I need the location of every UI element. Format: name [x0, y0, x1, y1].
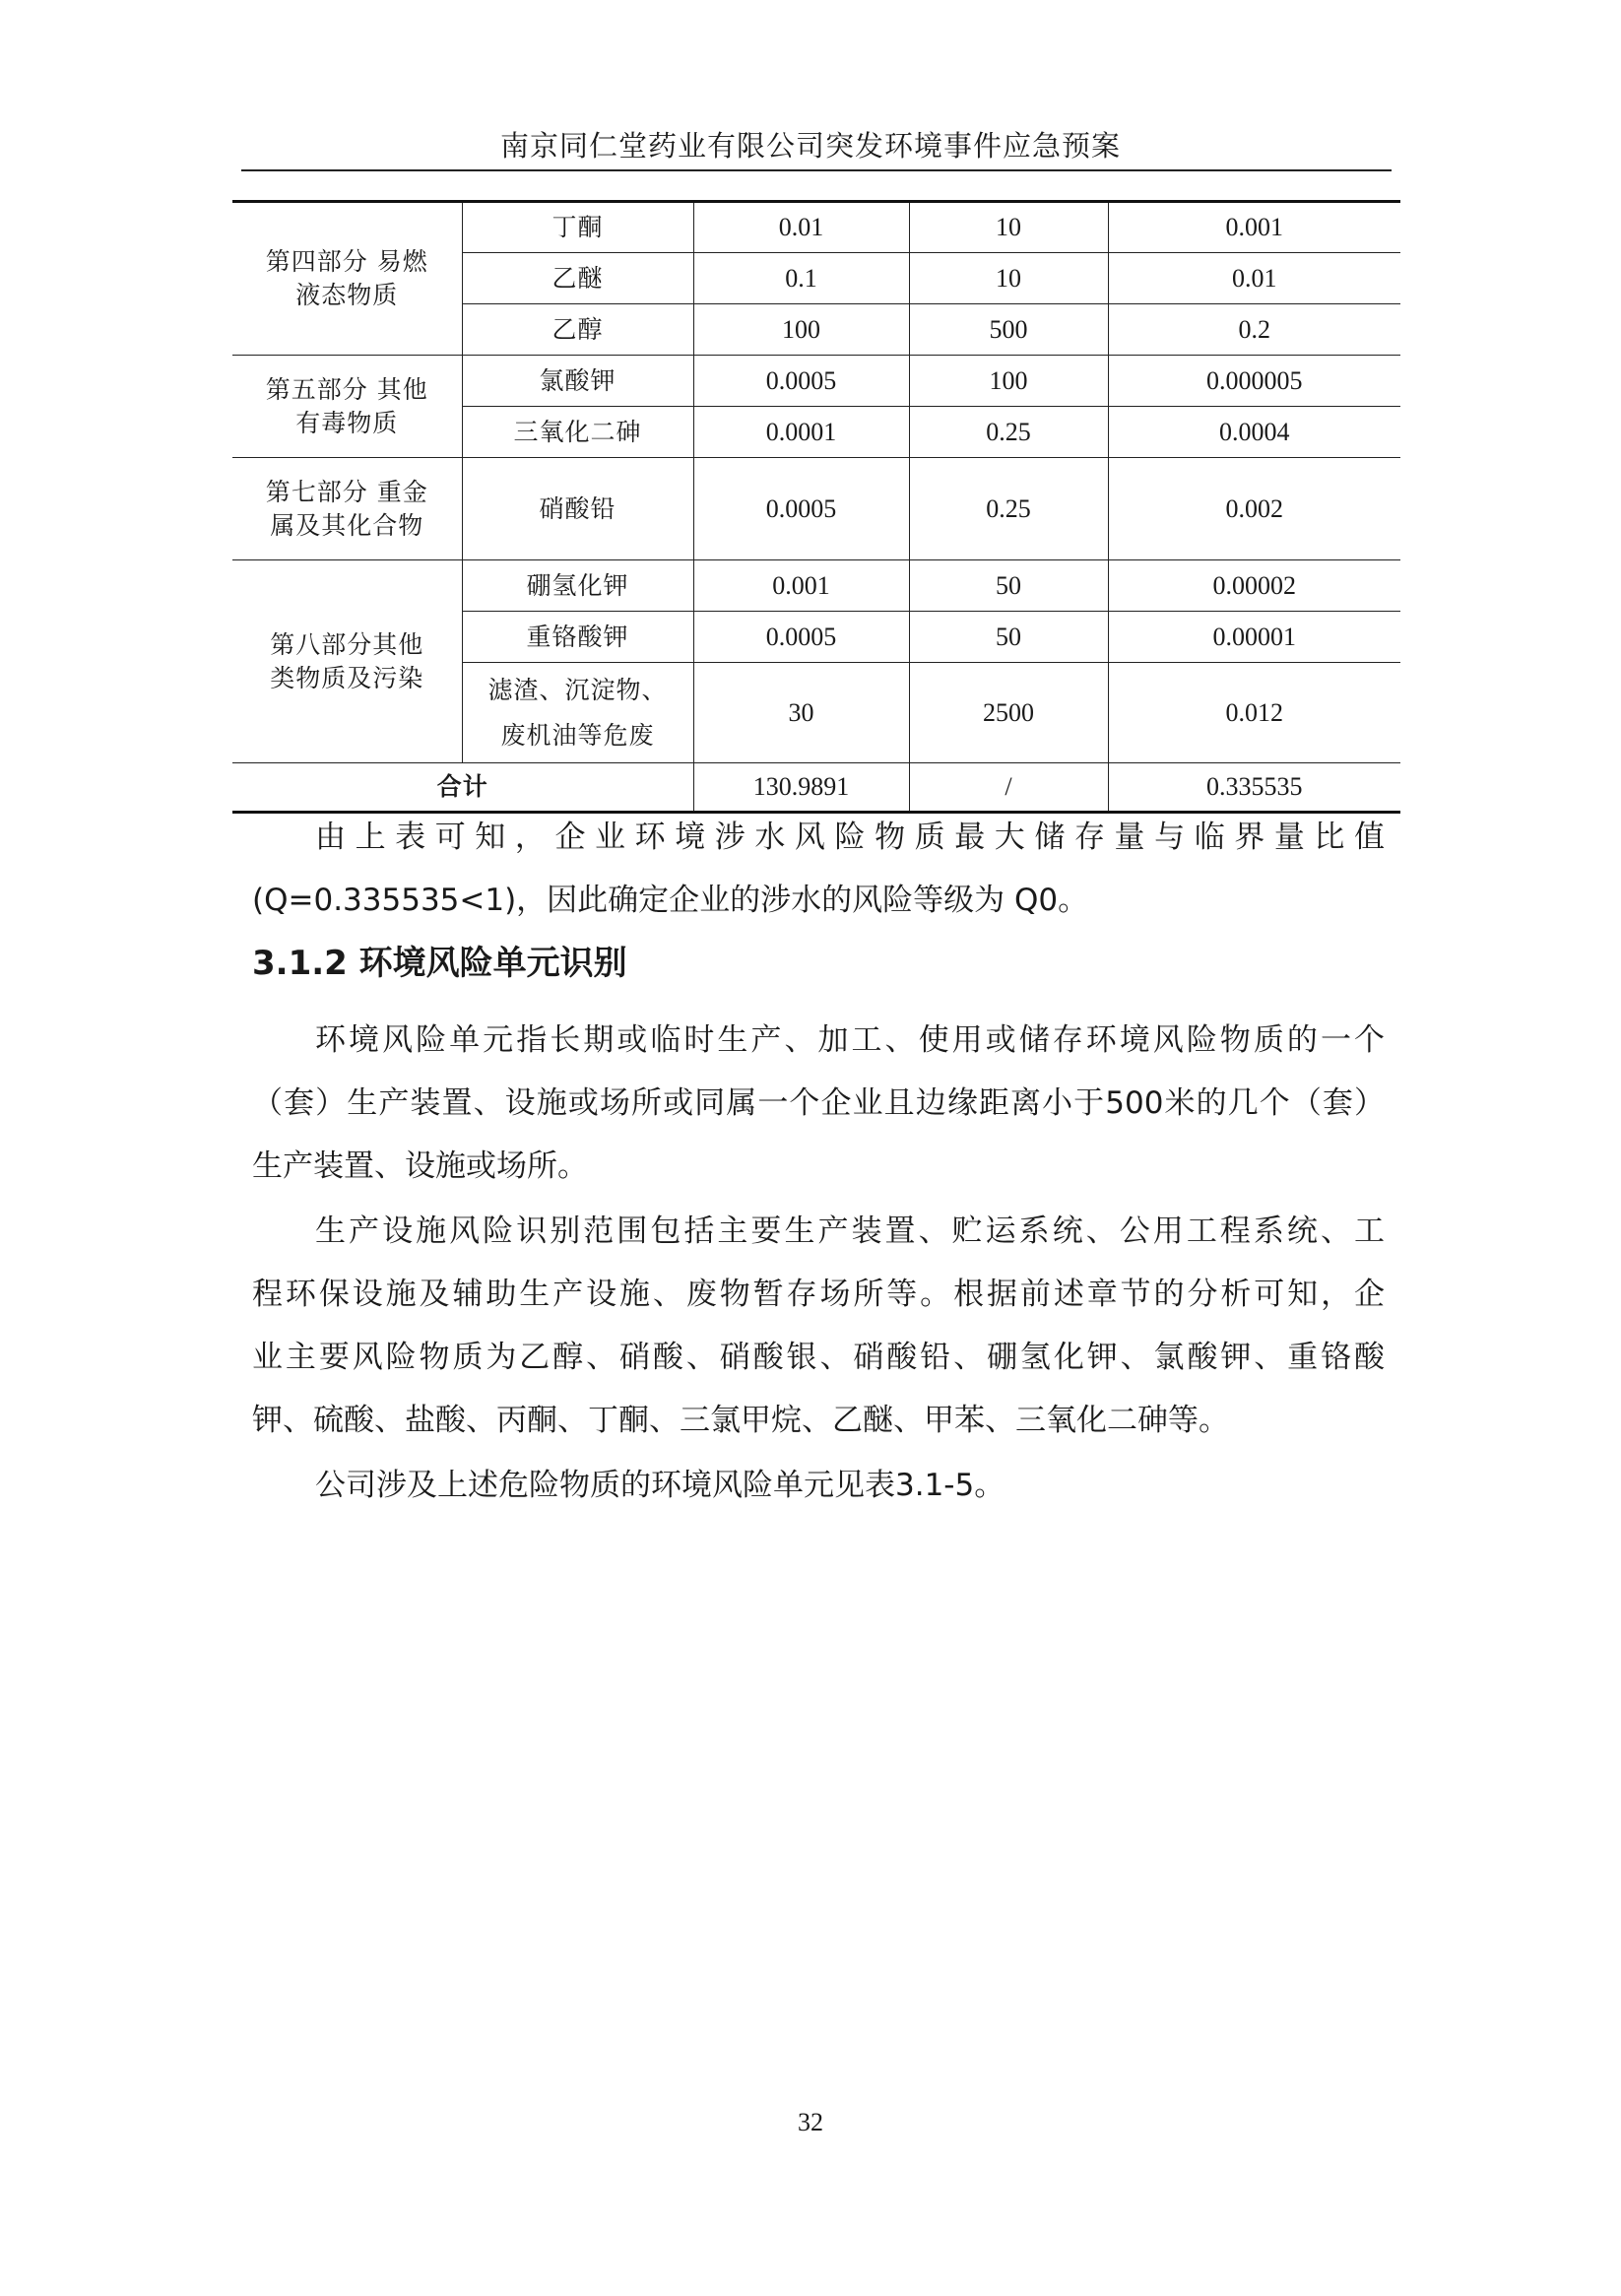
conclusion-paragraph: 由上表可知，企业环境涉水风险物质最大储存量与临界量比值 (Q=0.335535<1)，因此确定企业的涉水的风险等级为 Q0。: [252, 820, 1385, 918]
ratio-value: 0.2: [1108, 304, 1400, 356]
ratio-value: 0.00002: [1108, 560, 1400, 612]
substance-name: 三氧化二砷: [462, 407, 693, 458]
critical-amount: 100: [909, 356, 1108, 407]
max-storage: 100: [693, 304, 909, 356]
page-header-title: 南京同仁堂药业有限公司突发环境事件应急预案: [499, 129, 1121, 163]
max-storage: 0.001: [693, 560, 909, 612]
table-row: [232, 356, 1400, 407]
ratio-value: 0.012: [1108, 663, 1400, 763]
substance-name: 硼氢化钾: [462, 560, 693, 612]
table-row: [232, 560, 1400, 612]
critical-amount: 10: [909, 202, 1108, 253]
max-storage: 0.0005: [693, 356, 909, 407]
ratio-value: 0.000005: [1108, 356, 1400, 407]
critical-amount: 10: [909, 253, 1108, 304]
max-storage: 0.0001: [693, 407, 909, 458]
category-cell: 第四部分 易燃 液态物质: [232, 202, 462, 356]
ratio-value: 0.01: [1108, 253, 1400, 304]
max-storage: 0.0005: [693, 458, 909, 560]
total-critical: /: [909, 763, 1108, 813]
table-row: [232, 458, 1400, 560]
substance-name: 硝酸铅: [462, 458, 693, 560]
category-cell: 第五部分 其他 有毒物质: [232, 356, 462, 458]
max-storage: 0.1: [693, 253, 909, 304]
ratio-value: 0.00001: [1108, 612, 1400, 663]
table-row: [232, 202, 1400, 253]
max-storage: 0.01: [693, 202, 909, 253]
substance-name: 氯酸钾: [462, 356, 693, 407]
ratio-value: 0.002: [1108, 458, 1400, 560]
critical-amount: 500: [909, 304, 1108, 356]
critical-amount: 0.25: [909, 407, 1108, 458]
risk-substance-table: [232, 200, 1400, 814]
category-cell: 第七部分 重金 属及其化合物: [232, 458, 462, 560]
header-divider: [241, 169, 1392, 171]
paragraph-table-reference: 公司涉及上述危险物质的环境风险单元见表3.1-5。: [315, 1468, 1005, 1503]
substance-name: 滤渣、沉淀物、 废机油等危废: [462, 663, 693, 763]
paragraph-risk-unit-definition: 环境风险单元指长期或临时生产、加工、使用或储存环境风险物质的一个 （套）生产装置、设施或场所或同属一个企业且边缘距离小于500米的几个（套） 生产装置、设施或场所。: [252, 1022, 1385, 1184]
paragraph-risk-scope: 生产设施风险识别范围包括主要生产装置、贮运系统、公用工程系统、工 程环保设施及辅助生产设施、废物暂存场所等。根据前述章节的分析可知，企 业主要风险物质为乙醇、硝酸、硝酸银、硝酸铅、硼氢化钾、氯酸钾、重铬酸 钾、硫酸、盐酸、丙酮、丁酮、三氯甲烷、乙醚、甲苯、三氧化二砷等。: [252, 1214, 1385, 1438]
section-heading: 3.1.2 环境风险单元识别: [252, 944, 627, 983]
max-storage: 0.0005: [693, 612, 909, 663]
critical-amount: 50: [909, 612, 1108, 663]
max-storage: 30: [693, 663, 909, 763]
ratio-value: 0.0004: [1108, 407, 1400, 458]
substance-name: 乙醚: [462, 253, 693, 304]
page-number: 32: [798, 2108, 823, 2136]
critical-amount: 50: [909, 560, 1108, 612]
substance-name: 丁酮: [462, 202, 693, 253]
ratio-value: 0.001: [1108, 202, 1400, 253]
total-row: [232, 763, 1400, 813]
critical-amount: 0.25: [909, 458, 1108, 560]
category-cell: 第八部分其他 类物质及污染: [232, 560, 462, 763]
total-label: 合计: [232, 763, 693, 813]
critical-amount: 2500: [909, 663, 1108, 763]
total-storage: 130.9891: [693, 763, 909, 813]
substance-name: 乙醇: [462, 304, 693, 356]
total-ratio: 0.335535: [1108, 763, 1400, 813]
substance-name: 重铬酸钾: [462, 612, 693, 663]
